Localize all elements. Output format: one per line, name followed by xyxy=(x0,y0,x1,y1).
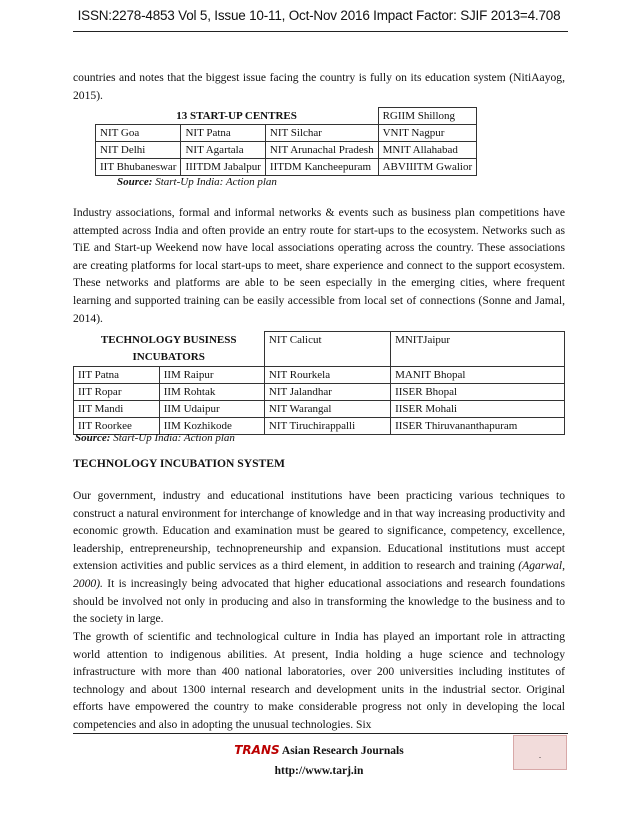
table-cell: MANIT Bhopal xyxy=(391,367,565,384)
table-row xyxy=(74,401,565,418)
table-cell: NIT Arunachal Pradesh xyxy=(265,142,378,159)
table-cell: MNITJaipur xyxy=(391,332,565,367)
paragraph-incubation xyxy=(73,487,565,628)
business-incubators-table xyxy=(73,331,565,435)
header-rule xyxy=(73,31,568,32)
section-heading: TECHNOLOGY INCUBATION SYSTEM xyxy=(73,457,285,470)
table-cell: NIT Patna xyxy=(181,125,265,142)
page-number-box: . xyxy=(513,735,567,770)
table-row xyxy=(74,367,565,384)
table-cell: IIT Patna xyxy=(74,367,160,384)
source-text: Start-Up India: Action plan xyxy=(113,432,235,444)
table-cell: NIT Delhi xyxy=(96,142,181,159)
paragraph-text: Our government, industry and educational institutions have been practicing various techniques to construct a natural environment for interchange of knowledge and in that way increasing productivity and economic growth. Education and examination must be geared to significance, competency, excellence, leadership, entrepreneurship, technopreneurship and expansion. Educational institutions must accept extension activities and public services as a third element, in addition to research and training xyxy=(73,489,565,573)
paragraph-networks: Industry associations, formal and informal networks & events such as business plan competitions have attempted across India and often provide an entry route for start-ups to the ecosystem. Networks such as TiE and Start-up Weekend now have local associations operating across the country. These associations are creating platforms for local start-ups to meet, share experience and connect to the support ecosystem. These networks and platforms are able to be seen especially in the emerging cities, where frequent learning and supported training can be easily accessible from local set of connections (Sonne and Jamal, 2014). xyxy=(73,206,565,325)
table-cell: NIT Silchar xyxy=(265,125,378,142)
table-title-line: TECHNOLOGY BUSINESS xyxy=(100,333,237,346)
source-label: Source: xyxy=(117,176,153,188)
citation: (Agarwal, 2000). xyxy=(73,559,565,590)
table-cell: ABVIIITM Gwalior xyxy=(378,159,477,176)
table-cell: IIT Bhubaneswar xyxy=(96,159,181,176)
table-cell: IITDM Kancheepuram xyxy=(265,159,378,176)
source-label: Source: xyxy=(75,432,111,444)
table-cell: IIITDM Jabalpur xyxy=(181,159,265,176)
table-cell: IIM Udaipur xyxy=(159,401,264,418)
table-row xyxy=(74,384,565,401)
table-cell: IIM Raipur xyxy=(159,367,264,384)
table-cell: IISER Bhopal xyxy=(391,384,565,401)
table-cell: NIT Calicut xyxy=(264,332,390,367)
table-cell: MNIT Allahabad xyxy=(378,142,477,159)
journal-url[interactable]: http://www.tarj.in xyxy=(274,765,364,777)
table-title-line: INCUBATORS xyxy=(132,350,205,363)
paragraph-text: It is increasingly being advocated that higher educational associations and research foundations should be involved not only in producing and also in transforming the knowledge to the business and to the society in large. xyxy=(73,576,565,626)
table-cell: IIM Rohtak xyxy=(159,384,264,401)
table-cell: RGIIM Shillong xyxy=(378,108,477,125)
table-cell: IIT Mandi xyxy=(74,401,160,418)
footer-rule xyxy=(73,733,568,734)
table-row xyxy=(96,142,477,159)
table-cell: NIT Jalandhar xyxy=(264,384,390,401)
paragraph-intro: countries and notes that the biggest issue facing the country is fully on its education system (NitiAayog, 2015). xyxy=(73,71,565,102)
paragraph-growth: The growth of scientific and technological culture in India has played an important role in attracting world attention to indigenous abilities. At present, India holding a huge science and technology infrastructure with more than 400 national laboratories, over 200 universities including institutes of technology and about 1300 internal research and development units in the industrial sector. Original efforts have empowered the country to make considerable progress not only in developing the local competencies and also in adopting the unusual technologies. Six xyxy=(73,630,565,731)
table-cell: IIT Ropar xyxy=(74,384,160,401)
table-source xyxy=(117,176,277,188)
table-cell: IISER Thiruvananthapuram xyxy=(391,418,565,435)
table-source xyxy=(75,432,235,444)
journal-name: Asian Research Journals xyxy=(281,745,404,757)
trans-logo: TRANS xyxy=(234,743,280,757)
page-header: ISSN:2278-4853 Vol 5, Issue 10-11, Oct-Nov 2016 Impact Factor: SJIF 2013=4.708 xyxy=(77,8,561,23)
table-row xyxy=(96,159,477,176)
table-cell: NIT Rourkela xyxy=(264,367,390,384)
table-title: 13 START-UP CENTRES xyxy=(176,109,297,122)
table-cell: NIT Agartala xyxy=(181,142,265,159)
table-cell: NIT Tiruchirappalli xyxy=(264,418,390,435)
table-cell: IIT Roorkee xyxy=(74,418,160,435)
table-cell: NIT Warangal xyxy=(264,401,390,418)
startup-centres-table xyxy=(95,107,477,176)
source-text: Start-Up India: Action plan xyxy=(155,176,277,188)
table-cell: IIM Kozhikode xyxy=(159,418,264,435)
table-cell: VNIT Nagpur xyxy=(378,125,477,142)
table-cell: IISER Mohali xyxy=(391,401,565,418)
table-cell: NIT Goa xyxy=(96,125,181,142)
table-row xyxy=(96,125,477,142)
table-title xyxy=(74,332,265,367)
